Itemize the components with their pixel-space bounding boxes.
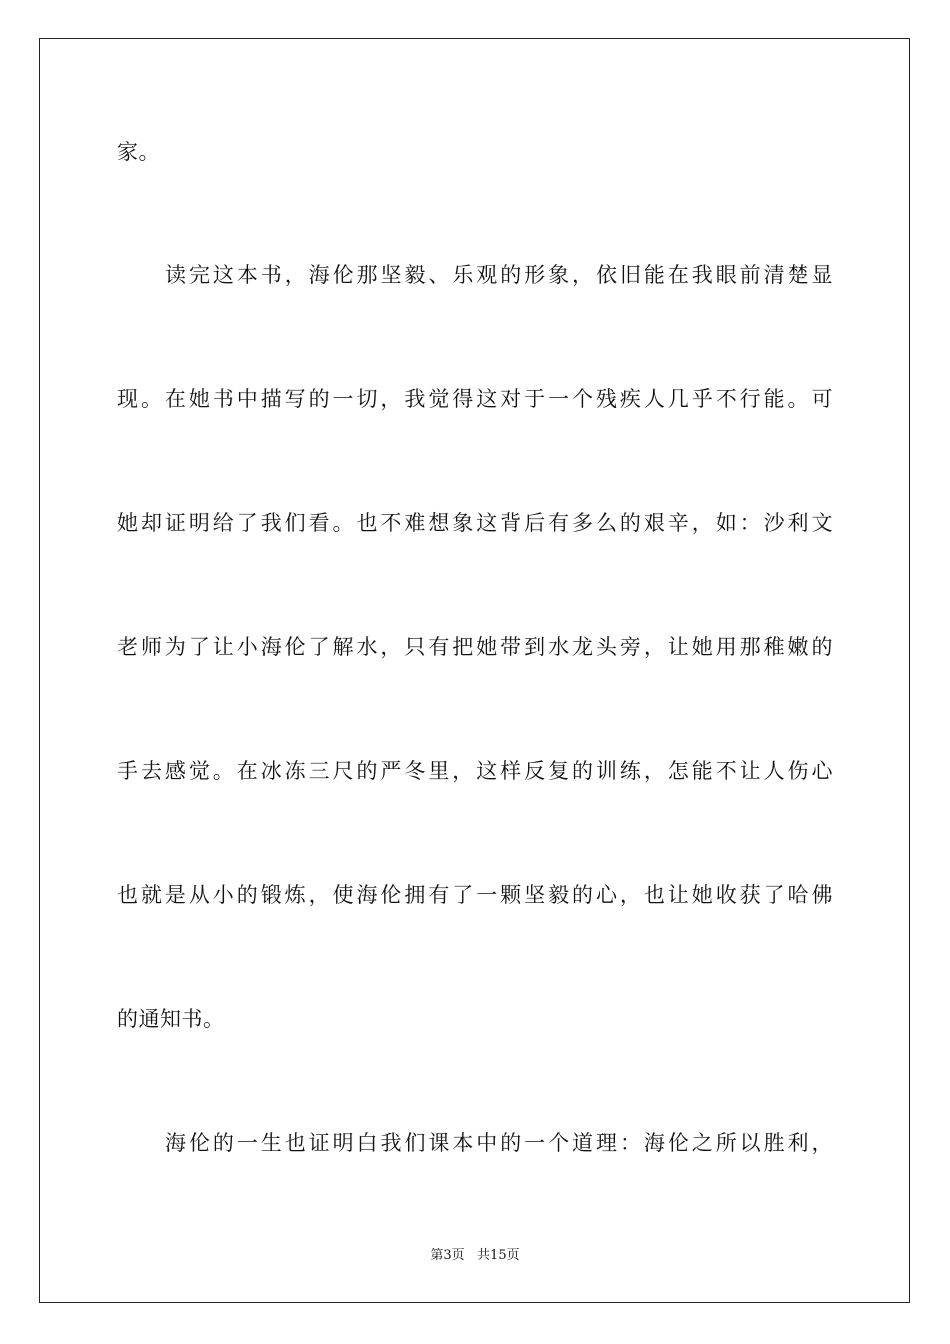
text-line-7: 也就是从小的锻炼，使海伦拥有了一颗坚毅的心，也让她收获了哈佛: [117, 883, 833, 907]
text-line-8: 的通知书。: [117, 1007, 225, 1031]
text-line-1: 家。: [117, 140, 160, 164]
text-line-9: 海伦的一生也证明白我们课本中的一个道理：海伦之所以胜利，: [165, 1131, 833, 1155]
page-footer: 第3页 共15页: [430, 1248, 520, 1263]
text-line-3: 现。在她书中描写的一切，我觉得这对于一个残疾人几乎不行能。可: [117, 387, 833, 411]
text-line-4: 她却证明给了我们看。也不难想象这背后有多么的艰辛，如：沙利文: [117, 511, 833, 535]
page-border: [39, 38, 910, 1303]
text-line-6: 手去感觉。在冰冻三尺的严冬里，这样反复的训练，怎能不让人伤心: [117, 759, 833, 783]
text-line-5: 老师为了让小海伦了解水，只有把她带到水龙头旁，让她用那稚嫩的: [117, 635, 833, 659]
text-line-2: 读完这本书，海伦那坚毅、乐观的形象，依旧能在我眼前清楚显: [165, 263, 833, 287]
